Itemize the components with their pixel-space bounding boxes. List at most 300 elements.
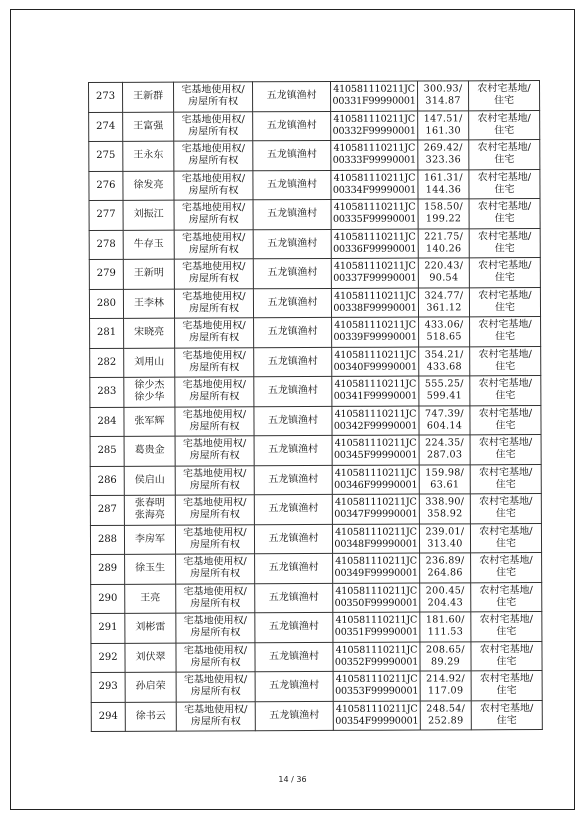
land-use-line: 住宅 [494, 301, 516, 313]
right-type-cell [175, 406, 254, 436]
right-type-cell [176, 554, 255, 584]
land-use-line: 农村宅基地/ [480, 702, 534, 715]
land-use-cell [471, 700, 542, 730]
right-type-line: 房屋所有权 [190, 657, 241, 669]
parcel-code-line: 410581110211JC [334, 467, 417, 479]
land-use-cell [470, 346, 541, 376]
land-use-line: 农村宅基地/ [477, 230, 532, 243]
location-cell: 五龙镇渔村 [255, 701, 333, 731]
right-type-cell [176, 642, 255, 672]
owner-name-cell [123, 82, 174, 112]
land-use-line: 住宅 [496, 567, 517, 579]
area-line: 221.75/ [424, 231, 464, 243]
area-line: 599.41 [426, 390, 463, 402]
owner-name-cell [124, 436, 175, 466]
location-cell: 五龙镇渔村 [254, 465, 332, 495]
location-cell: 五龙镇渔村 [253, 199, 331, 229]
area-line: 354.21/ [424, 349, 464, 361]
land-use-line: 农村宅基地/ [478, 348, 532, 361]
row-number-cell: 285 [90, 436, 124, 466]
area-cell [419, 346, 470, 376]
parcel-code-line: 410581110211JC [334, 437, 417, 450]
row-number-cell: 276 [89, 171, 123, 201]
owner-name-cell [125, 613, 176, 643]
parcel-code-cell [331, 170, 418, 200]
location-cell: 五龙镇渔村 [255, 671, 333, 701]
area-cell [418, 258, 469, 288]
right-type-line: 宅基地使用权/ [182, 438, 247, 450]
parcel-code-line: 00331F99990001 [332, 95, 416, 108]
area-line: 338.90/ [425, 496, 465, 508]
land-use-line: 住宅 [494, 124, 515, 136]
location-cell: 五龙镇渔村 [255, 642, 333, 672]
right-type-line: 宅基地使用权/ [182, 291, 246, 303]
row-number-cell: 283 [90, 377, 124, 407]
right-type-cell [176, 672, 255, 702]
land-use-line: 住宅 [495, 508, 516, 520]
area-line: 324.77/ [424, 290, 464, 302]
area-cell [418, 287, 469, 317]
land-use-line: 农村宅基地/ [479, 643, 534, 656]
land-use-line: 住宅 [496, 596, 517, 608]
area-cell [418, 110, 469, 140]
table-row [89, 199, 540, 230]
right-type-line: 房屋所有权 [190, 568, 241, 580]
area-cell [420, 582, 471, 612]
right-type-line: 宅基地使用权/ [182, 320, 246, 332]
registration-table [88, 80, 543, 732]
parcel-code-cell [332, 317, 419, 347]
parcel-code-line: 410581110211JC [333, 113, 416, 125]
row-number-cell: 290 [91, 584, 125, 614]
area-cell [420, 641, 471, 671]
parcel-code-cell [333, 701, 420, 731]
parcel-code-cell [332, 347, 419, 377]
parcel-code-line: 410581110211JC [334, 319, 416, 332]
row-number-cell: 286 [90, 466, 124, 496]
right-type-cell [175, 465, 254, 495]
land-use-line: 住宅 [494, 95, 515, 107]
right-type-line: 房屋所有权 [188, 244, 239, 256]
land-use-line: 住宅 [495, 449, 516, 461]
right-type-line: 宅基地使用权/ [181, 114, 245, 126]
area-line: 361.12 [426, 302, 462, 314]
parcel-code-line: 410581110211JC [333, 231, 416, 243]
land-use-line: 住宅 [495, 537, 517, 549]
right-type-line: 宅基地使用权/ [183, 556, 247, 568]
land-use-cell [471, 553, 542, 583]
right-type-line: 房屋所有权 [188, 96, 239, 108]
land-use-line: 住宅 [494, 242, 515, 254]
area-cell [419, 494, 470, 524]
area-cell [419, 523, 470, 553]
area-line: 159.98/ [425, 467, 465, 479]
parcel-code-line: 00340F99990001 [333, 361, 417, 373]
parcel-code-cell [333, 671, 420, 701]
land-use-line: 住宅 [495, 419, 516, 431]
right-type-cell [175, 436, 254, 466]
area-line: 323.36 [425, 154, 462, 166]
parcel-code-cell [332, 465, 419, 495]
land-use-line: 农村宅基地/ [477, 142, 532, 154]
location-cell: 五龙镇渔村 [253, 258, 331, 288]
right-type-line: 房屋所有权 [189, 421, 240, 433]
parcel-code-cell [332, 376, 419, 406]
land-use-line: 农村宅基地/ [479, 584, 533, 597]
area-line: 117.09 [427, 685, 464, 697]
land-use-line: 住宅 [495, 360, 516, 372]
parcel-code-line: 00345F99990001 [333, 449, 418, 462]
land-use-line: 农村宅基地/ [477, 112, 531, 125]
area-line: 269.42/ [423, 142, 463, 154]
right-type-line: 房屋所有权 [189, 362, 240, 374]
row-number-cell: 282 [90, 348, 124, 378]
location-cell: 五龙镇渔村 [254, 406, 332, 436]
right-type-line: 宅基地使用权/ [183, 497, 247, 509]
land-use-line: 住宅 [495, 478, 516, 490]
parcel-code-line: 00348F99990001 [334, 538, 418, 550]
parcel-code-cell [331, 199, 418, 229]
table-row [89, 140, 540, 171]
owner-name-cell [123, 289, 174, 319]
area-line: 158.50/ [424, 201, 464, 213]
owner-name-line: 张海亮 [134, 509, 165, 522]
land-use-cell [470, 464, 541, 494]
owner-name-cell [123, 171, 174, 201]
owner-name-line: 牛存玉 [133, 238, 164, 250]
area-line: 239.01/ [425, 526, 465, 538]
right-type-line: 宅基地使用权/ [183, 527, 247, 539]
area-cell [420, 700, 471, 730]
land-use-line: 农村宅基地/ [479, 525, 533, 538]
land-use-cell [469, 169, 540, 199]
land-use-line: 住宅 [495, 331, 516, 343]
owner-name-cell [125, 554, 176, 584]
right-type-line: 房屋所有权 [189, 539, 241, 551]
right-type-cell [176, 583, 255, 613]
land-use-cell [470, 376, 541, 406]
parcel-code-cell [331, 111, 418, 141]
location-cell: 五龙镇渔村 [253, 111, 331, 141]
table-body [89, 81, 543, 732]
parcel-code-line: 410581110211JC [335, 703, 418, 715]
area-line: 181.60/ [425, 614, 465, 626]
table-row [90, 346, 541, 377]
area-line: 604.14 [426, 420, 463, 432]
owner-name-line: 徐少杰 [134, 379, 165, 392]
parcel-code-line: 00353F99990001 [335, 685, 419, 698]
right-type-line: 宅基地使用权/ [182, 350, 246, 362]
land-use-line: 住宅 [494, 272, 515, 284]
parcel-code-line: 00347F99990001 [334, 508, 418, 521]
location-cell: 五龙镇渔村 [253, 229, 331, 259]
table-row [91, 582, 542, 613]
area-line: 747.39/ [424, 408, 464, 420]
parcel-code-cell [332, 494, 419, 524]
parcel-code-cell [333, 612, 420, 642]
owner-name-cell [125, 643, 176, 673]
land-use-line: 住宅 [494, 183, 515, 195]
parcel-code-line: 410581110211JC [335, 526, 417, 538]
land-use-cell [470, 494, 541, 524]
area-line: 89.29 [431, 656, 461, 668]
location-cell: 五龙镇渔村 [254, 347, 332, 377]
parcel-code-line: 410581110211JC [333, 201, 416, 214]
owner-name-cell [124, 348, 175, 378]
right-type-line: 房屋所有权 [188, 273, 239, 285]
owner-name-line: 刘振江 [133, 208, 164, 221]
owner-name-line: 王富强 [133, 120, 164, 132]
location-cell: 五龙镇渔村 [255, 583, 333, 613]
table-row [90, 523, 541, 554]
area-line: 252.89 [428, 715, 464, 727]
row-number-cell: 273 [89, 82, 123, 112]
right-type-cell [174, 229, 253, 259]
land-use-line: 农村宅基地/ [478, 260, 532, 272]
area-line: 248.54/ [426, 703, 466, 715]
owner-name-cell [125, 584, 176, 614]
parcel-code-cell [331, 229, 418, 259]
table-row [91, 553, 542, 584]
right-type-line: 宅基地使用权/ [184, 704, 248, 716]
right-type-line: 宅基地使用权/ [182, 409, 247, 421]
parcel-code-line: 410581110211JC [335, 673, 418, 686]
land-use-line: 农村宅基地/ [478, 466, 533, 479]
owner-name-cell [123, 141, 174, 171]
owner-name-cell [124, 377, 175, 407]
right-type-line: 房屋所有权 [188, 214, 239, 226]
land-use-line: 农村宅基地/ [478, 407, 533, 420]
location-cell: 五龙镇渔村 [254, 317, 332, 347]
parcel-code-line: 00346F99990001 [334, 479, 418, 491]
parcel-code-line: 00351F99990001 [334, 626, 419, 639]
area-cell [419, 435, 470, 465]
table-row [89, 228, 540, 259]
location-cell: 五龙镇渔村 [254, 524, 332, 554]
land-use-line: 住宅 [496, 655, 517, 667]
right-type-line: 房屋所有权 [189, 450, 240, 462]
land-use-cell [469, 199, 540, 229]
area-line: 555.25/ [424, 378, 464, 390]
row-number-cell: 287 [90, 495, 124, 525]
row-number-cell: 274 [89, 112, 123, 142]
area-cell [420, 553, 471, 583]
right-type-line: 宅基地使用权/ [182, 379, 247, 391]
area-line: 140.26 [426, 243, 462, 255]
parcel-code-cell [331, 258, 418, 288]
row-number-cell: 289 [91, 554, 125, 584]
row-number-cell: 291 [91, 613, 125, 643]
parcel-code-cell [333, 583, 420, 613]
area-line: 144.36 [425, 184, 462, 196]
table-row [90, 405, 541, 436]
land-use-cell [471, 612, 542, 642]
area-cell [419, 405, 470, 435]
right-type-line: 宅基地使用权/ [181, 202, 246, 214]
parcel-code-line: 00335F99990001 [332, 213, 417, 226]
right-type-line: 房屋所有权 [189, 332, 240, 344]
right-type-cell [175, 377, 254, 407]
parcel-code-line: 410581110211JC [335, 555, 417, 568]
table-row [89, 81, 540, 112]
owner-name-line: 刘伏翠 [135, 651, 166, 663]
parcel-code-line: 00349F99990001 [334, 567, 418, 580]
area-line: 63.61 [430, 479, 460, 491]
parcel-code-line: 410581110211JC [333, 172, 416, 184]
land-use-line: 农村宅基地/ [478, 289, 532, 302]
land-use-line: 农村宅基地/ [479, 555, 533, 567]
parcel-code-line: 00354F99990001 [335, 715, 419, 727]
right-type-line: 房屋所有权 [188, 126, 239, 138]
right-type-line: 房屋所有权 [190, 627, 241, 639]
right-type-line: 宅基地使用权/ [183, 586, 247, 598]
land-use-line: 住宅 [496, 685, 517, 697]
land-use-line: 住宅 [496, 626, 517, 638]
parcel-code-line: 410581110211JC [334, 496, 417, 509]
right-type-cell [174, 82, 253, 112]
right-type-line: 宅基地使用权/ [182, 261, 246, 273]
owner-name-cell [123, 259, 174, 289]
owner-name-line: 王永东 [133, 149, 164, 162]
table-row [90, 494, 541, 525]
area-line: 433.06/ [424, 319, 464, 331]
owner-name-line: 刘用山 [134, 356, 165, 368]
owner-name-cell [124, 525, 175, 555]
parcel-code-line: 00350F99990001 [334, 597, 418, 609]
area-line: 161.30 [425, 125, 461, 137]
land-use-line: 农村宅基地/ [477, 201, 532, 213]
table-row [91, 612, 542, 643]
area-cell [418, 199, 469, 229]
land-use-line: 住宅 [495, 390, 516, 402]
parcel-code-line: 410581110211JC [334, 378, 417, 391]
parcel-code-cell [333, 553, 420, 583]
right-type-cell [174, 141, 253, 171]
right-type-cell [174, 111, 253, 141]
land-use-line: 住宅 [494, 154, 515, 166]
owner-name-cell [123, 112, 174, 142]
right-type-cell [174, 288, 253, 318]
owner-name-line: 王李林 [133, 297, 164, 309]
land-use-line: 住宅 [494, 213, 515, 225]
location-cell: 五龙镇渔村 [253, 170, 331, 200]
area-line: 111.53 [427, 626, 464, 638]
parcel-code-line: 00337F99990001 [333, 272, 417, 285]
area-line: 90.54 [429, 272, 459, 284]
right-type-cell [174, 200, 253, 230]
area-cell [419, 376, 470, 406]
right-type-line: 宅基地使用权/ [183, 674, 248, 686]
land-use-line: 农村宅基地/ [479, 673, 534, 685]
area-line: 214.92/ [426, 673, 466, 685]
location-cell: 五龙镇渔村 [254, 435, 332, 465]
right-type-line: 房屋所有权 [189, 480, 240, 492]
land-use-line: 农村宅基地/ [478, 319, 532, 331]
land-use-line: 住宅 [496, 714, 517, 726]
land-use-cell [470, 317, 541, 347]
right-type-line: 宅基地使用权/ [183, 615, 248, 627]
row-number-cell: 284 [90, 407, 124, 437]
owner-name-cell [124, 407, 175, 437]
right-type-line: 宅基地使用权/ [183, 645, 248, 657]
land-use-cell [471, 641, 542, 671]
owner-name-line: 徐少华 [134, 391, 165, 404]
parcel-code-line: 410581110211JC [333, 142, 416, 155]
table-row [89, 258, 540, 289]
location-cell: 五龙镇渔村 [255, 612, 333, 642]
right-type-line: 房屋所有权 [188, 185, 239, 197]
table-row [91, 700, 542, 731]
area-line: 208.65/ [426, 644, 465, 656]
owner-name-line: 刘彬雷 [135, 621, 166, 634]
location-cell: 五龙镇渔村 [253, 81, 331, 111]
right-type-cell [174, 170, 253, 200]
owner-name-cell [124, 495, 175, 525]
land-use-cell [468, 81, 539, 111]
right-type-cell [176, 613, 255, 643]
area-line: 518.65 [426, 331, 462, 343]
owner-name-line: 孙启荣 [135, 680, 166, 693]
location-cell: 五龙镇渔村 [253, 288, 331, 318]
row-number-cell: 277 [89, 200, 123, 230]
owner-name-line: 张军辉 [134, 415, 165, 427]
table-row [89, 287, 540, 318]
area-line: 358.92 [427, 508, 463, 520]
area-cell [418, 169, 469, 199]
row-number-cell: 275 [89, 141, 123, 171]
owner-name-cell [125, 672, 176, 702]
page-number: 14 / 36 [278, 775, 307, 784]
parcel-code-cell [332, 406, 419, 436]
area-line: 224.35/ [425, 437, 465, 449]
area-line: 300.93/ [423, 83, 463, 95]
right-type-line: 房屋所有权 [190, 716, 241, 728]
right-type-line: 宅基地使用权/ [181, 232, 246, 244]
area-line: 220.43/ [424, 260, 464, 272]
area-line: 314.87 [425, 95, 461, 107]
land-use-cell [469, 258, 540, 288]
table-row [90, 317, 541, 348]
land-use-line: 农村宅基地/ [479, 614, 534, 626]
owner-name-line: 葛贵金 [134, 444, 165, 457]
parcel-code-cell [332, 524, 419, 554]
owner-name-cell [123, 230, 174, 260]
owner-name-cell [124, 318, 175, 348]
owner-name-line: 宋晓亮 [134, 326, 165, 339]
row-number-cell: 279 [89, 259, 123, 289]
table-row [90, 376, 541, 407]
row-number-cell: 288 [90, 525, 124, 555]
row-number-cell: 294 [91, 702, 125, 732]
land-use-line: 农村宅基地/ [478, 378, 533, 390]
right-type-line: 宅基地使用权/ [182, 468, 247, 480]
land-use-line: 农村宅基地/ [477, 83, 531, 95]
right-type-line: 房屋所有权 [190, 686, 241, 698]
parcel-code-line: 410581110211JC [334, 349, 417, 361]
location-cell: 五龙镇渔村 [254, 494, 332, 524]
right-type-cell [176, 701, 255, 731]
area-cell [419, 317, 470, 347]
area-cell [420, 671, 471, 701]
parcel-code-line: 00332F99990001 [332, 125, 416, 137]
table-row [91, 641, 542, 672]
row-number-cell: 278 [89, 230, 123, 260]
parcel-code-line: 00339F99990001 [333, 331, 417, 344]
owner-name-line: 王新明 [133, 267, 164, 280]
parcel-code-line: 410581110211JC [335, 614, 418, 627]
land-use-cell [471, 582, 542, 612]
row-number-cell: 281 [90, 318, 124, 348]
